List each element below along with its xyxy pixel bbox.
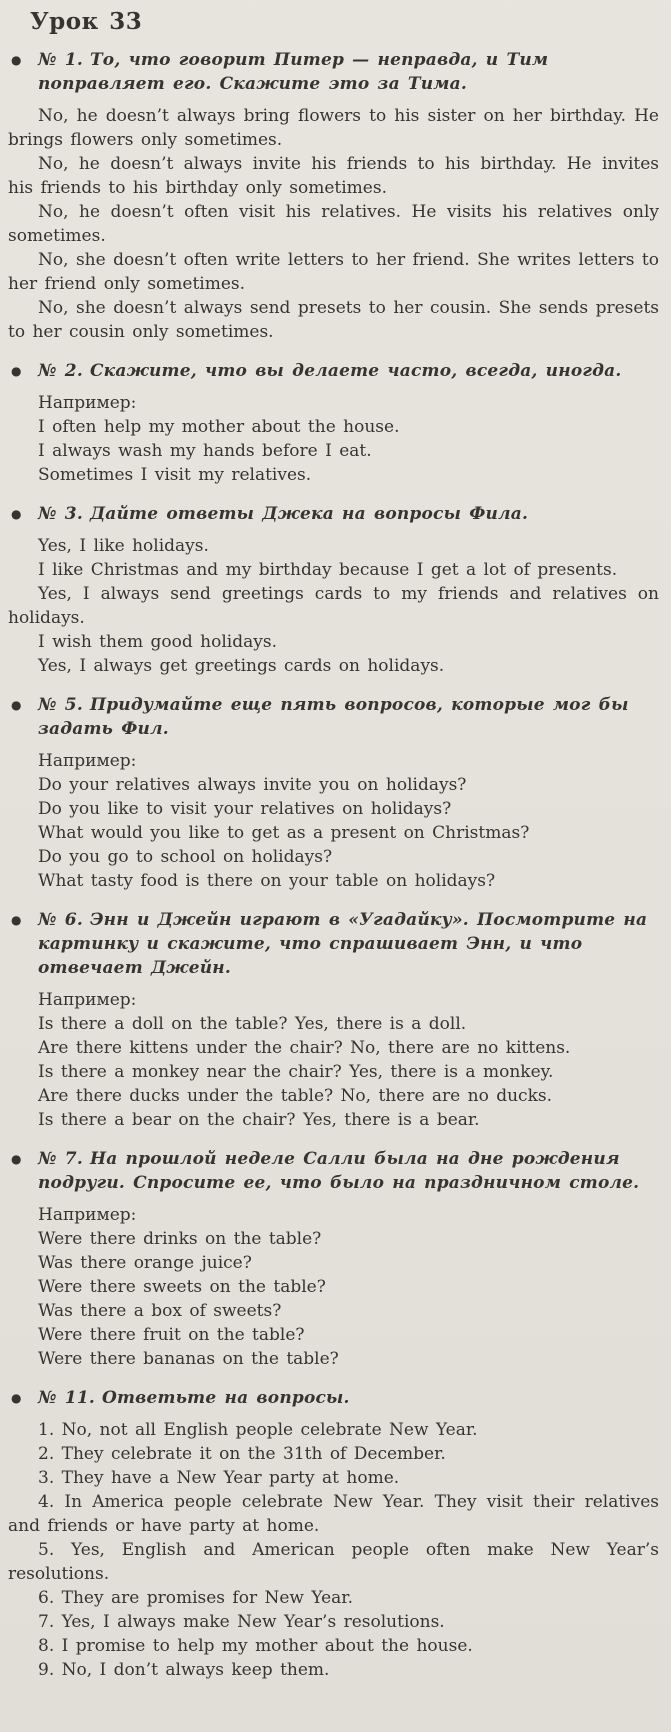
answer-paragraph: No, he doesn’t always invite his friends to his birthday. He invites his friends to his birthday only sometimes. xyxy=(8,154,659,198)
exercise-heading xyxy=(8,908,659,980)
answer-paragraph: 1. No, not all English people celebrate New Year. xyxy=(38,1420,478,1440)
exercise xyxy=(8,693,659,893)
exercise-heading xyxy=(8,48,659,96)
exercise-heading xyxy=(8,1147,659,1195)
answer-line: Was there orange juice? xyxy=(38,1253,252,1273)
exercise xyxy=(8,359,659,487)
exercise-heading xyxy=(8,1386,659,1410)
exercise-number: № 6. xyxy=(38,910,83,930)
bullet-icon: ● xyxy=(11,698,22,712)
answer-line: Were there bananas on the table? xyxy=(38,1349,339,1369)
bullet-icon: ● xyxy=(11,1152,22,1166)
exercise-number: № 5. xyxy=(38,695,83,715)
exercise-task: Придумайте еще пять вопросов, которые мог бы задать Фил. xyxy=(38,695,629,739)
answer-line: What would you like to get as a present on Christmas? xyxy=(38,823,530,843)
answer-line: Do your relatives always invite you on holidays? xyxy=(38,775,467,795)
answer-line: Is there a bear on the chair? Yes, there is a bear. xyxy=(38,1110,480,1130)
answer-paragraph: 6. They are promises for New Year. xyxy=(38,1588,353,1608)
answer-paragraph: No, she doesn’t often write letters to her friend. She writes letters to her friend only sometimes. xyxy=(8,250,659,294)
exercise-number: № 3. xyxy=(38,504,83,524)
bullet-icon: ● xyxy=(11,53,22,67)
exercise-heading xyxy=(8,502,659,526)
exercise xyxy=(8,1386,659,1682)
exercise xyxy=(8,48,659,344)
answer-line: Were there fruit on the table? xyxy=(38,1325,305,1345)
example-label: Например: xyxy=(38,393,137,413)
exercise-body xyxy=(8,1418,659,1682)
exercise-body xyxy=(8,534,659,678)
answer-line: Is there a doll on the table? Yes, there is a doll. xyxy=(38,1014,467,1034)
exercise-heading xyxy=(8,693,659,741)
answer-paragraph: No, he doesn’t often visit his relatives. He visits his relatives only sometimes. xyxy=(8,202,659,246)
answer-paragraph: Yes, I like holidays. xyxy=(38,536,209,556)
answer-line: Do you go to school on holidays? xyxy=(38,847,333,867)
answer-paragraph: I like Christmas and my birthday because I get a lot of presents. xyxy=(38,560,618,580)
exercise-task: Дайте ответы Джека на вопросы Фила. xyxy=(89,504,529,524)
answer-paragraph: 7. Yes, I always make New Year’s resolutions. xyxy=(38,1612,445,1632)
answer-line: Was there a box of sweets? xyxy=(38,1301,282,1321)
answer-paragraph: 9. No, I don’t always keep them. xyxy=(38,1660,330,1680)
page-title: Урок 33 xyxy=(30,8,143,35)
answer-line: I often help my mother about the house. xyxy=(38,417,400,437)
answer-paragraph: Yes, I always send greetings cards to my friends and relatives on holidays. xyxy=(8,584,659,628)
bullet-icon: ● xyxy=(11,364,22,378)
answer-paragraph: No, she doesn’t always send presets to her cousin. She sends presets to her cousin only sometimes. xyxy=(8,298,659,342)
answer-paragraph: 8. I promise to help my mother about the house. xyxy=(38,1636,473,1656)
exercise-number: № 11. xyxy=(38,1388,95,1408)
answer-paragraph: Yes, I always get greetings cards on holidays. xyxy=(38,656,445,676)
answer-line: Were there sweets on the table? xyxy=(38,1277,326,1297)
exercise-heading xyxy=(8,359,659,383)
bullet-icon: ● xyxy=(11,913,22,927)
bullet-icon: ● xyxy=(11,1391,22,1405)
exercise-body xyxy=(8,104,659,344)
exercise-number: № 2. xyxy=(38,361,83,381)
exercise-body xyxy=(8,988,659,1132)
bullet-icon: ● xyxy=(11,507,22,521)
answer-line: Do you like to visit your relatives on holidays? xyxy=(38,799,452,819)
answer-line: Sometimes I visit my relatives. xyxy=(38,465,312,485)
answer-line: Were there drinks on the table? xyxy=(38,1229,322,1249)
answer-paragraph: 4. In America people celebrate New Year. They visit their relatives and friends or have party at home. xyxy=(8,1492,659,1536)
answer-paragraph: 3. They have a New Year party at home. xyxy=(38,1468,400,1488)
exercise-task: Энн и Джейн играют в «Угадайку». Посмотрите на картинку и скажите, что спрашивает Энн, и что отвечает Джейн. xyxy=(38,910,648,978)
exercise-number: № 1. xyxy=(38,50,83,70)
answer-line: Are there kittens under the chair? No, there are no kittens. xyxy=(38,1038,571,1058)
answer-paragraph: I wish them good holidays. xyxy=(38,632,277,652)
exercise-number: № 7. xyxy=(38,1149,83,1169)
answer-line: What tasty food is there on your table on holidays? xyxy=(38,871,496,891)
exercise-body xyxy=(8,1203,659,1371)
example-label: Например: xyxy=(38,751,137,771)
example-label: Например: xyxy=(38,1205,137,1225)
exercise-list xyxy=(8,48,659,1682)
exercise-task: То, что говорит Питер — неправда, и Тим поправляет его. Скажите это за Тима. xyxy=(38,50,549,94)
exercise xyxy=(8,908,659,1132)
exercise-body xyxy=(8,749,659,893)
exercise-task: На прошлой неделе Салли была на дне рождения подруги. Спросите ее, что было на праздничном столе. xyxy=(38,1149,640,1193)
example-label: Например: xyxy=(38,990,137,1010)
exercise xyxy=(8,502,659,678)
answer-paragraph: 2. They celebrate it on the 31th of December. xyxy=(38,1444,446,1464)
exercise xyxy=(8,1147,659,1371)
answer-line: Are there ducks under the table? No, there are no ducks. xyxy=(38,1086,553,1106)
answer-paragraph: 5. Yes, English and American people often make New Year’s resolutions. xyxy=(8,1540,659,1584)
answer-paragraph: No, he doesn’t always bring flowers to his sister on her birthday. He brings flowers only sometimes. xyxy=(8,106,659,150)
exercise-body xyxy=(8,391,659,487)
exercise-task: Скажите, что вы делаете часто, всегда, иногда. xyxy=(89,361,622,381)
answer-line: I always wash my hands before I eat. xyxy=(38,441,372,461)
exercise-task: Ответьте на вопросы. xyxy=(101,1388,350,1408)
answer-line: Is there a monkey near the chair? Yes, there is a monkey. xyxy=(38,1062,554,1082)
